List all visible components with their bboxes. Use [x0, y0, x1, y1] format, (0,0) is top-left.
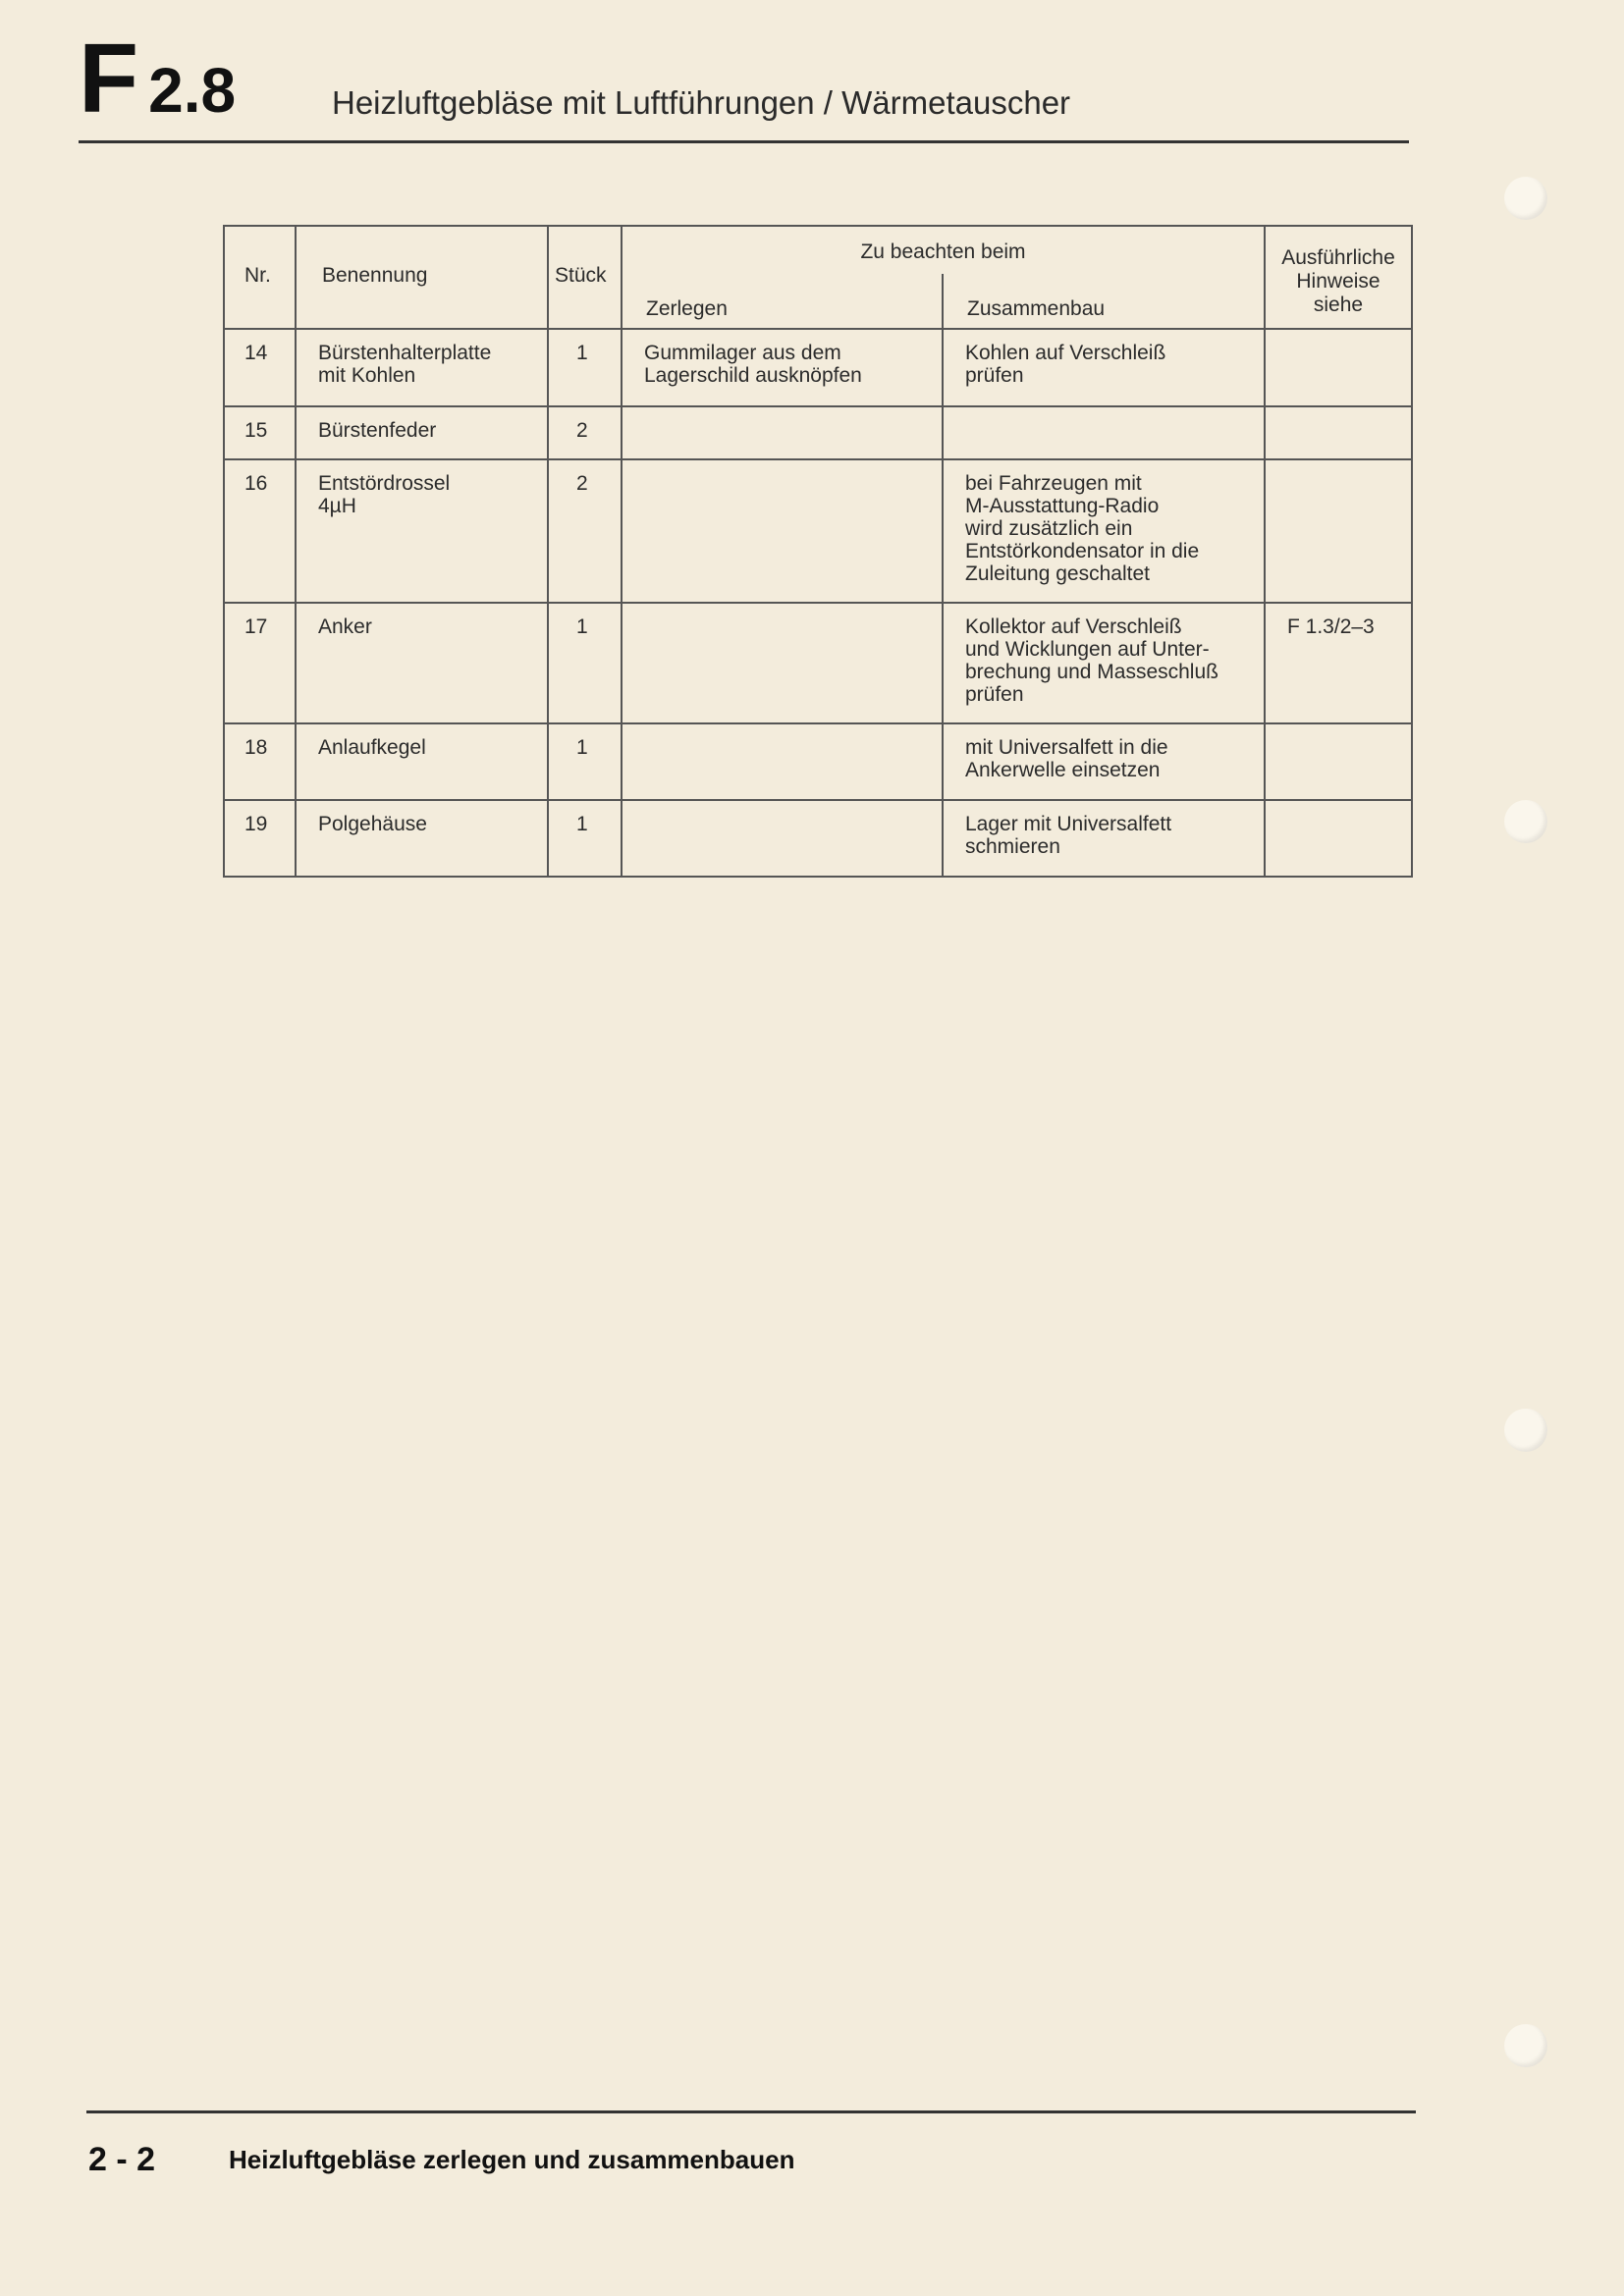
header-nr: Nr. — [224, 226, 296, 329]
section-code — [79, 24, 237, 133]
header-benennung: Benennung — [296, 226, 548, 329]
cell-zusammenbau: bei Fahrzeugen mit M-Ausstattung-Radio wird zusätzlich ein Entstörkondensator in die Zuleitung geschaltet — [965, 472, 1200, 585]
cell-zusammenbau: Kollektor auf Verschleiß und Wicklungen auf Unter- brechung und Masseschluß prüfen — [965, 615, 1218, 706]
table-row — [224, 800, 1412, 877]
cell-hinweise — [1266, 801, 1411, 825]
cell-nr: 16 — [244, 472, 268, 495]
cell-zerlegen — [623, 801, 942, 825]
cell-nr: 17 — [244, 615, 268, 638]
cell-zerlegen — [623, 407, 942, 431]
cell-benennung: Polgehäuse — [318, 813, 427, 835]
cell-benennung: Anker — [318, 615, 372, 638]
table-row — [224, 459, 1412, 603]
cell-zerlegen — [623, 604, 942, 627]
header-hinweise-text: Ausführliche Hinweise siehe — [1281, 246, 1395, 316]
table-row — [224, 723, 1412, 800]
cell-hinweise — [1266, 460, 1411, 484]
cell-hinweise — [1266, 724, 1411, 748]
footer-divider — [86, 2110, 1416, 2113]
cell-benennung: Bürstenfeder — [318, 419, 437, 442]
table-row — [224, 406, 1412, 459]
cell-stueck: 1 — [576, 736, 588, 759]
header-zusammenbau: Zusammenbau — [943, 274, 1265, 329]
cell-benennung: Bürstenhalterplatte mit Kohlen — [318, 342, 492, 387]
section-code-letter: F — [79, 24, 139, 133]
cell-zusammenbau: mit Universalfett in die Ankerwelle einsetzen — [965, 736, 1168, 781]
cell-hinweise: F 1.3/2–3 — [1287, 615, 1375, 638]
header-zu-beachten: Zu beachten beim — [622, 226, 1265, 274]
cell-benennung: Anlaufkegel — [318, 736, 426, 759]
header-divider — [79, 140, 1409, 143]
cell-zusammenbau — [944, 407, 1264, 431]
cell-hinweise — [1266, 330, 1411, 353]
cell-zusammenbau: Lager mit Universalfett schmieren — [965, 813, 1172, 858]
cell-nr: 14 — [244, 342, 268, 364]
header-stueck: Stück — [548, 226, 622, 329]
header-hinweise — [1265, 226, 1412, 329]
header-zerlegen: Zerlegen — [622, 274, 943, 329]
page-number: 2 - 2 — [88, 2141, 156, 2178]
punch-hole-3 — [1504, 1409, 1547, 1452]
cell-stueck: 2 — [576, 472, 588, 495]
punch-hole-1 — [1504, 177, 1547, 220]
cell-zerlegen — [623, 460, 942, 484]
cell-zerlegen — [623, 724, 942, 748]
cell-benennung: Entstördrossel 4µH — [318, 472, 451, 517]
punch-hole-4 — [1504, 2024, 1547, 2067]
footer-section-title: Heizluftgebläse zerlegen und zusammenbauen — [229, 2145, 795, 2174]
cell-stueck: 1 — [576, 342, 588, 364]
cell-nr: 19 — [244, 813, 268, 835]
cell-zerlegen: Gummilager aus dem Lagerschild ausknöpfen — [644, 342, 862, 387]
cell-zusammenbau: Kohlen auf Verschleiß prüfen — [965, 342, 1166, 387]
parts-table — [223, 225, 1413, 878]
punch-hole-2 — [1504, 800, 1547, 843]
table-row — [224, 329, 1412, 406]
cell-stueck: 1 — [576, 813, 588, 835]
page-header — [79, 24, 1409, 142]
cell-hinweise — [1266, 407, 1411, 431]
cell-nr: 18 — [244, 736, 268, 759]
section-code-number: 2.8 — [148, 55, 237, 126]
cell-stueck: 1 — [576, 615, 588, 638]
page-title: Heizluftgebläse mit Luftführungen / Wärmetauscher — [332, 84, 1071, 121]
table-row — [224, 603, 1412, 723]
cell-stueck: 2 — [576, 419, 588, 442]
cell-nr: 15 — [244, 419, 268, 442]
